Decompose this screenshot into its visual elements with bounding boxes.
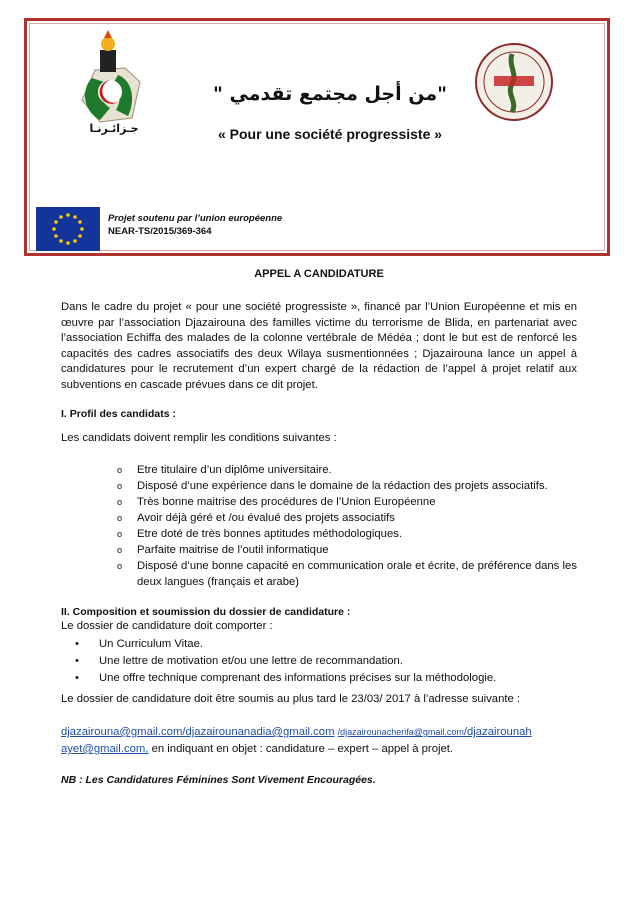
email-link[interactable]: djazairouna@gmail.com (61, 726, 183, 738)
eu-stars-icon (36, 207, 100, 251)
deadline-text: Le dossier de candidature doit être soumis au plus tard le 23/03/ 2017 à l’adresse suivante : (61, 693, 521, 705)
list-item: o Très bonne maitrise des procédures de l’Union Européenne (117, 496, 436, 508)
list-item: o Disposé d’une expérience dans le domaine de la rédaction des projets associatifs. (117, 480, 548, 492)
eu-support-note (108, 212, 282, 238)
contact-emails (61, 724, 581, 758)
section-dossier-title: II. Composition et soumission du dossier de candidature : (61, 606, 351, 618)
email-link-continued[interactable]: ayet@gmail.com, (61, 743, 149, 755)
nb-note: NB : Les Candidatures Féminines Sont Vivement Encouragées. (61, 774, 376, 786)
profile-conditions-list (117, 462, 577, 590)
list-item: o Disposé d’une bonne capacité en communication orale et écrite, de préférence dans les deux langues (français et arabe) (117, 560, 577, 588)
list-item: o Avoir déjà géré et /ou évalué des projets associatifs (117, 512, 395, 524)
email-separator: / (463, 726, 467, 738)
section-dossier-intro: Le dossier de candidature doit comporter : (61, 620, 273, 632)
email-link[interactable]: djazairounacherifa@gmail.com (340, 727, 464, 737)
support-line: Projet soutenu par l’union européenne (108, 213, 283, 224)
email-separator: / (337, 727, 341, 737)
section-profile-title: I. Profil des candidats : (61, 408, 176, 420)
section-profile-intro: Les candidats doivent remplir les conditions suivantes : (61, 432, 337, 444)
list-item: o Etre titulaire d’un diplôme universitaire. (117, 464, 332, 476)
arabic-title: "من أجل مجتمع تقدمي " (213, 83, 447, 105)
slogan: « Pour une société progressiste » (217, 126, 443, 142)
project-reference: NEAR-TS/2015/369-364 (108, 226, 212, 237)
subject-instruction: en indiquant en objet : candidature – expert – appel à projet. (151, 743, 454, 755)
list-item: o Etre doté de très bonnes aptitudes méthodologiques. (117, 528, 403, 540)
list-item: • Une lettre de motivation et/ou une lettre de recommandation. (75, 655, 403, 667)
dossier-items-list (75, 636, 575, 687)
list-item: • Une offre technique comprenant des informations précises sur la méthodologie. (75, 672, 497, 684)
eu-flag (36, 207, 100, 251)
list-item: o Parfaite maitrise de l’outil informatique (117, 544, 329, 556)
echiffa-logo (472, 40, 556, 124)
email-link[interactable]: djazairounanadia@gmail.com (185, 726, 335, 738)
email-separator: / (182, 726, 186, 738)
list-item: • Un Curriculum Vitae. (75, 638, 204, 650)
left-logo-caption: جـزائـرنـا (89, 122, 139, 135)
intro-paragraph: Dans le cadre du projet « pour une société progressiste », financé par l’Union Européenne et mis en œuvre par l’association Djazairouna des familles victime du terrorisme de Blida, en partenariat avec l’association Echiffa des malades de la colonne vertébrale de Médéa ; dont le but est de renforcé les capacités des cadres associatifs des deux Wilaya susmentionnées ; Djazairouna lance un appel à candidatures pour le recrutement d’un expert chargé de la rédaction de l’appel à projet relatif aux subventions en cascade prévues dans ce dit projet. (61, 301, 577, 391)
email-link[interactable]: djazairounah (467, 726, 532, 738)
document-heading: APPEL A CANDIDATURE (254, 268, 384, 280)
